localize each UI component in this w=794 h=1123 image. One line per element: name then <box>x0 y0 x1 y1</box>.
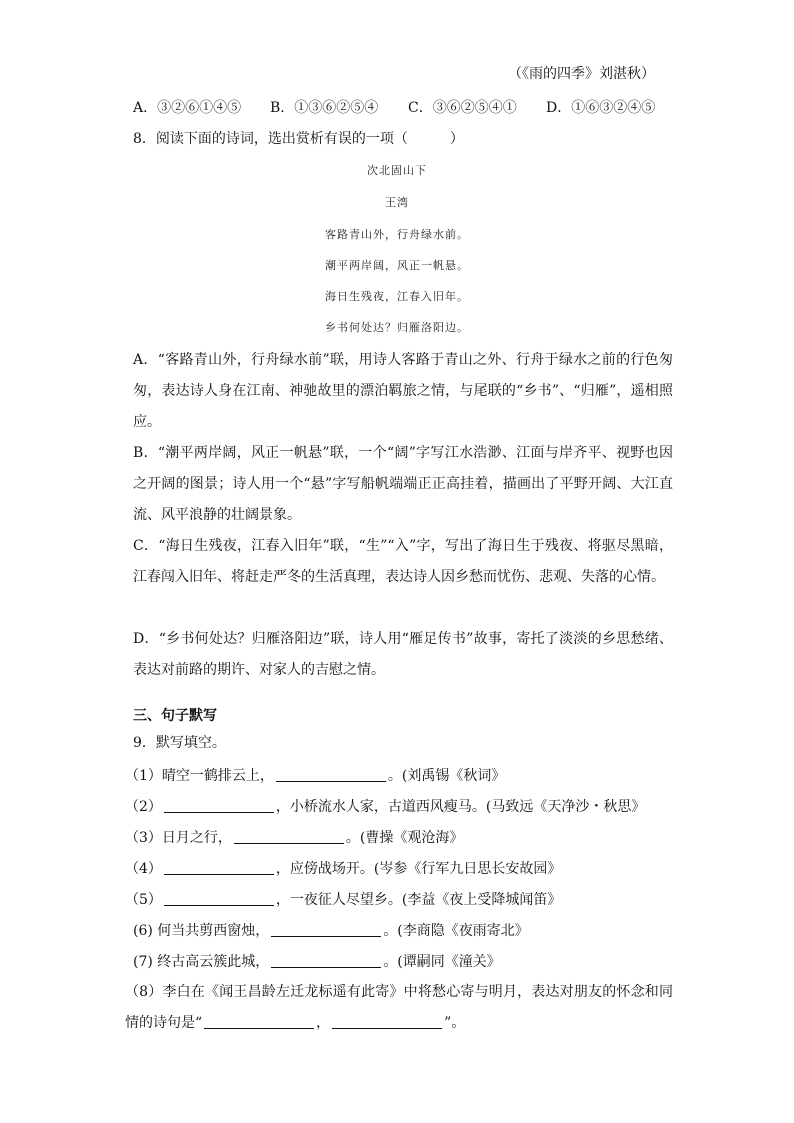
q9-stem: 9．默写填空。 <box>133 735 226 751</box>
answer-blank[interactable] <box>164 860 274 875</box>
section-title: 三、句子默写 <box>133 708 217 724</box>
poem-line: 客路青山外，行舟绿水前。 <box>325 228 469 241</box>
answer-blank[interactable] <box>234 829 344 844</box>
poem-line: 潮平两岸阔，风正一帆悬。 <box>325 259 469 272</box>
answer-blank[interactable] <box>204 1014 314 1029</box>
q7-option-d: D．①⑥③②④⑤ <box>546 100 656 116</box>
q7-option-a: A．③②⑥①④⑤ <box>133 100 242 116</box>
q8-option-b: B．“潮平两岸阔，风正一帆悬”联，一个“阔”字写江水浩渺、江面与岸齐平、视野也因之开阔的图景；诗人用一个“悬”字写船帆端端正正高挂着，描画出了平野开阔、大江直流、风平浪静的壮阔景象。 <box>133 445 673 523</box>
poem-author: 王湾 <box>385 196 409 209</box>
q8-option-c: C．“海日生残夜，江春入旧年”联，“生”“入”字，写出了海日生于残夜、将驱尽黑暗，江春闯入旧年、将赶走严冬的生活真理，表达诗人因乡愁而忧伤、悲观、失落的心情。 <box>133 538 673 585</box>
answer-blank[interactable] <box>271 922 381 937</box>
answer-blank[interactable] <box>271 953 381 968</box>
source-citation: （《雨的四季》刘湛秋） <box>508 66 655 82</box>
answer-blank[interactable] <box>164 798 274 813</box>
q7-option-b: B．①③⑥②⑤④ <box>270 100 379 116</box>
fill-item-5: （5） ，一夜征人尽望乡。(李益《夜上受降城闻笛》 <box>125 892 562 908</box>
poem-line: 乡书何处达？归雁洛阳边。 <box>325 321 469 334</box>
fill-item-8: （8）李白在《闻王昌龄左迁龙标遥有此寄》中将愁心寄与明月，表达对朋友的怀念和同情的诗句是“ ， ”。 <box>125 984 673 1031</box>
fill-item-3: （3）日月之行， 。(曹操《观沧海》 <box>125 830 464 846</box>
q8-option-d: D．“乡书何处达？归雁洛阳边”联，诗人用“雁足传书”故事，寄托了淡淡的乡思愁绪、表达对前路的期许、对家人的吉慰之情。 <box>133 631 673 678</box>
poem-line: 海日生残夜，江春入旧年。 <box>325 290 469 303</box>
fill-item-4: （4） ，应傍战场开。(岑参《行军九日思长安故园》 <box>125 861 562 877</box>
fill-item-6: (6) 何当共剪西窗烛， 。(李商隐《夜雨寄北》 <box>133 923 529 939</box>
answer-blank[interactable] <box>276 767 386 782</box>
q8-stem: 8．阅读下面的诗词，选出赏析有误的一项（ ） <box>133 131 464 147</box>
fill-item-2: （2） ，小桥流水人家，古道西风瘦马。(马致远《天净沙・秋思》 <box>125 799 646 815</box>
q8-option-a: A．“客路青山外，行舟绿水前”联，用诗人客路于青山之外、行舟于绿水之前的行色匆匆，表达诗人身在江南、神驰故里的漂泊羁旅之情，与尾联的“乡书”、“归雁”，遥相照应。 <box>133 352 673 430</box>
answer-blank[interactable] <box>164 891 274 906</box>
answer-blank[interactable] <box>332 1014 442 1029</box>
fill-item-1: （1）晴空一鹤排云上， 。(刘禹锡《秋词》 <box>125 768 506 784</box>
fill-item-7: (7) 终古高云簇此城， 。(谭嗣同《潼关》 <box>133 954 501 970</box>
poem-title: 次北固山下 <box>367 164 427 177</box>
q7-option-c: C．③⑥②⑤④① <box>408 100 517 116</box>
